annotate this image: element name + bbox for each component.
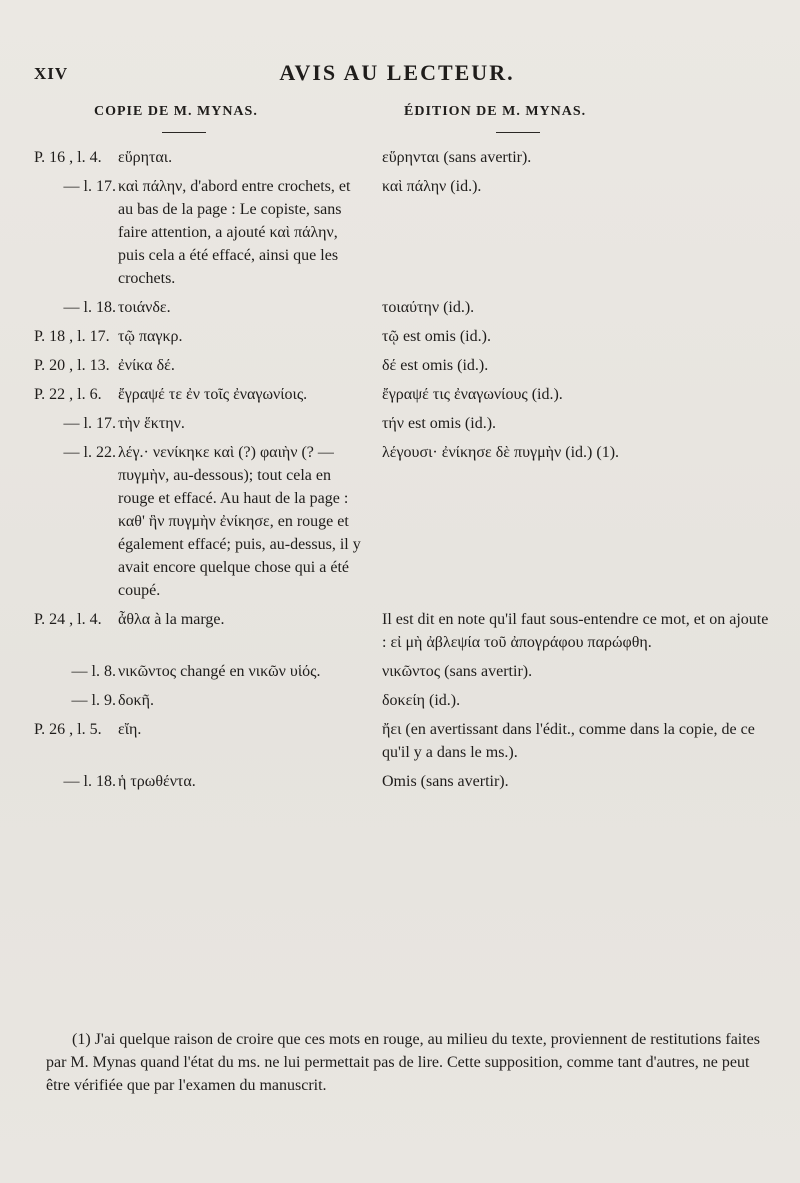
page-header (34, 60, 760, 94)
entry (34, 175, 770, 290)
column-headings (34, 104, 760, 144)
edition-reading: εὕρηνται (sans avertir). (382, 149, 532, 166)
entry-ref: P. 20 , l. 13. (34, 357, 110, 374)
entry-ref: — l. 8. (71, 663, 116, 680)
edition-reading: Il est dit en note qu'il faut sous-entendre ce mot, et on ajoute : εἰ μὴ ἀβλεψία τοῦ ἀπογράφου παρώφθη. (382, 611, 769, 651)
entry-ref: P. 26 , l. 5. (34, 721, 102, 738)
copy-reading: λέγ.· νενίκηκε καὶ (?) φαιὴν (? — πυγμὴν, au-dessous); tout cela en rouge et effacé. Au haut de la page : καθ' ἣν πυγμὴν ἐνίκησε, en rouge et également effacé; puis, au-dessus, il y avait encore quelque chose qui a été coupé. (118, 444, 361, 599)
entry (34, 770, 770, 793)
entry-ref: — l. 17. (63, 178, 116, 195)
copy-reading: τοιάνδε. (118, 299, 171, 316)
entry (34, 689, 770, 712)
entry (34, 354, 770, 377)
entry-ref: — l. 18. (63, 299, 116, 316)
entry-ref: P. 18 , l. 17. (34, 328, 110, 345)
edition-reading: δέ est omis (id.). (382, 357, 489, 374)
edition-reading: τήν est omis (id.). (382, 415, 497, 432)
entry (34, 660, 770, 683)
copy-reading: καὶ πάλην, d'abord entre crochets, et au bas de la page : Le copiste, sans faire attention, a ajouté καὶ πάλην, puis cela a été effacé, ainsi que les crochets. (118, 178, 351, 287)
entry (34, 146, 770, 169)
edition-reading: ἤει (en avertissant dans l'édit., comme dans la copie, de ce qu'il y a dans le ms.). (382, 721, 755, 761)
edition-reading: τοιαύτην (id.). (382, 299, 475, 316)
edition-reading: τῷ est omis (id.). (382, 328, 491, 345)
edition-reading: καὶ πάλην (id.). (382, 178, 482, 195)
entry-ref: — l. 17. (63, 415, 116, 432)
copy-reading: εἴη. (118, 721, 142, 738)
right-heading-rule (496, 132, 540, 133)
entry-ref: P. 16 , l. 4. (34, 149, 102, 166)
entry (34, 412, 770, 435)
entry (34, 325, 770, 348)
running-title: AVIS AU LECTEUR. (279, 60, 515, 85)
entry-ref: — l. 9. (71, 692, 116, 709)
entry (34, 296, 770, 319)
entry (34, 608, 770, 654)
entry (34, 718, 770, 764)
copy-reading: ἡ τρωθέντα. (118, 773, 196, 790)
entry-ref: — l. 22. (63, 444, 116, 461)
footnote: (1) J'ai quelque raison de croire que ces mots en rouge, au milieu du texte, proviennent de restitutions faites par M. Mynas quand l'état du ms. ne lui permettait pas de lire. Cette supposition, comme tant d'autres, ne peut être vérifiée que par l'examen du manuscrit. (46, 1031, 761, 1094)
copy-reading: δοκῆ. (118, 692, 154, 709)
copy-reading: ἔγραψέ τε ἐν τοῖς ἐναγωνίοις. (118, 386, 308, 403)
edition-reading: λέγουσι· ἐνίκησε δὲ πυγμὴν (id.) (1). (382, 444, 620, 461)
copy-reading: νικῶντος changé en νικῶν υἱός. (118, 663, 321, 680)
entry-ref: P. 22 , l. 6. (34, 386, 102, 403)
copy-reading: τῷ παγκρ. (118, 328, 183, 345)
page-number: XIV (34, 64, 69, 83)
edition-reading: δοκείη (id.). (382, 692, 461, 709)
left-column-heading: COPIE DE M. MYNAS. (94, 104, 258, 119)
copy-reading: εὕρηται. (118, 149, 173, 166)
entry-ref: P. 24 , l. 4. (34, 611, 102, 628)
edition-reading: Omis (sans avertir). (382, 773, 509, 790)
entry (34, 441, 770, 602)
edition-reading: ἔγραψέ τις ἐναγωνίους (id.). (382, 386, 563, 403)
right-column-heading: ÉDITION DE M. MYNAS. (404, 104, 587, 119)
collation-list (34, 146, 770, 799)
copy-reading: τὴν ἕκτην. (118, 415, 185, 432)
copy-reading: ἆθλα à la marge. (118, 611, 225, 628)
entry (34, 383, 770, 406)
entry-ref: — l. 18. (63, 773, 116, 790)
copy-reading: ἐνίκα δέ. (118, 357, 175, 374)
edition-reading: νικῶντος (sans avertir). (382, 663, 533, 680)
left-heading-rule (162, 132, 206, 133)
